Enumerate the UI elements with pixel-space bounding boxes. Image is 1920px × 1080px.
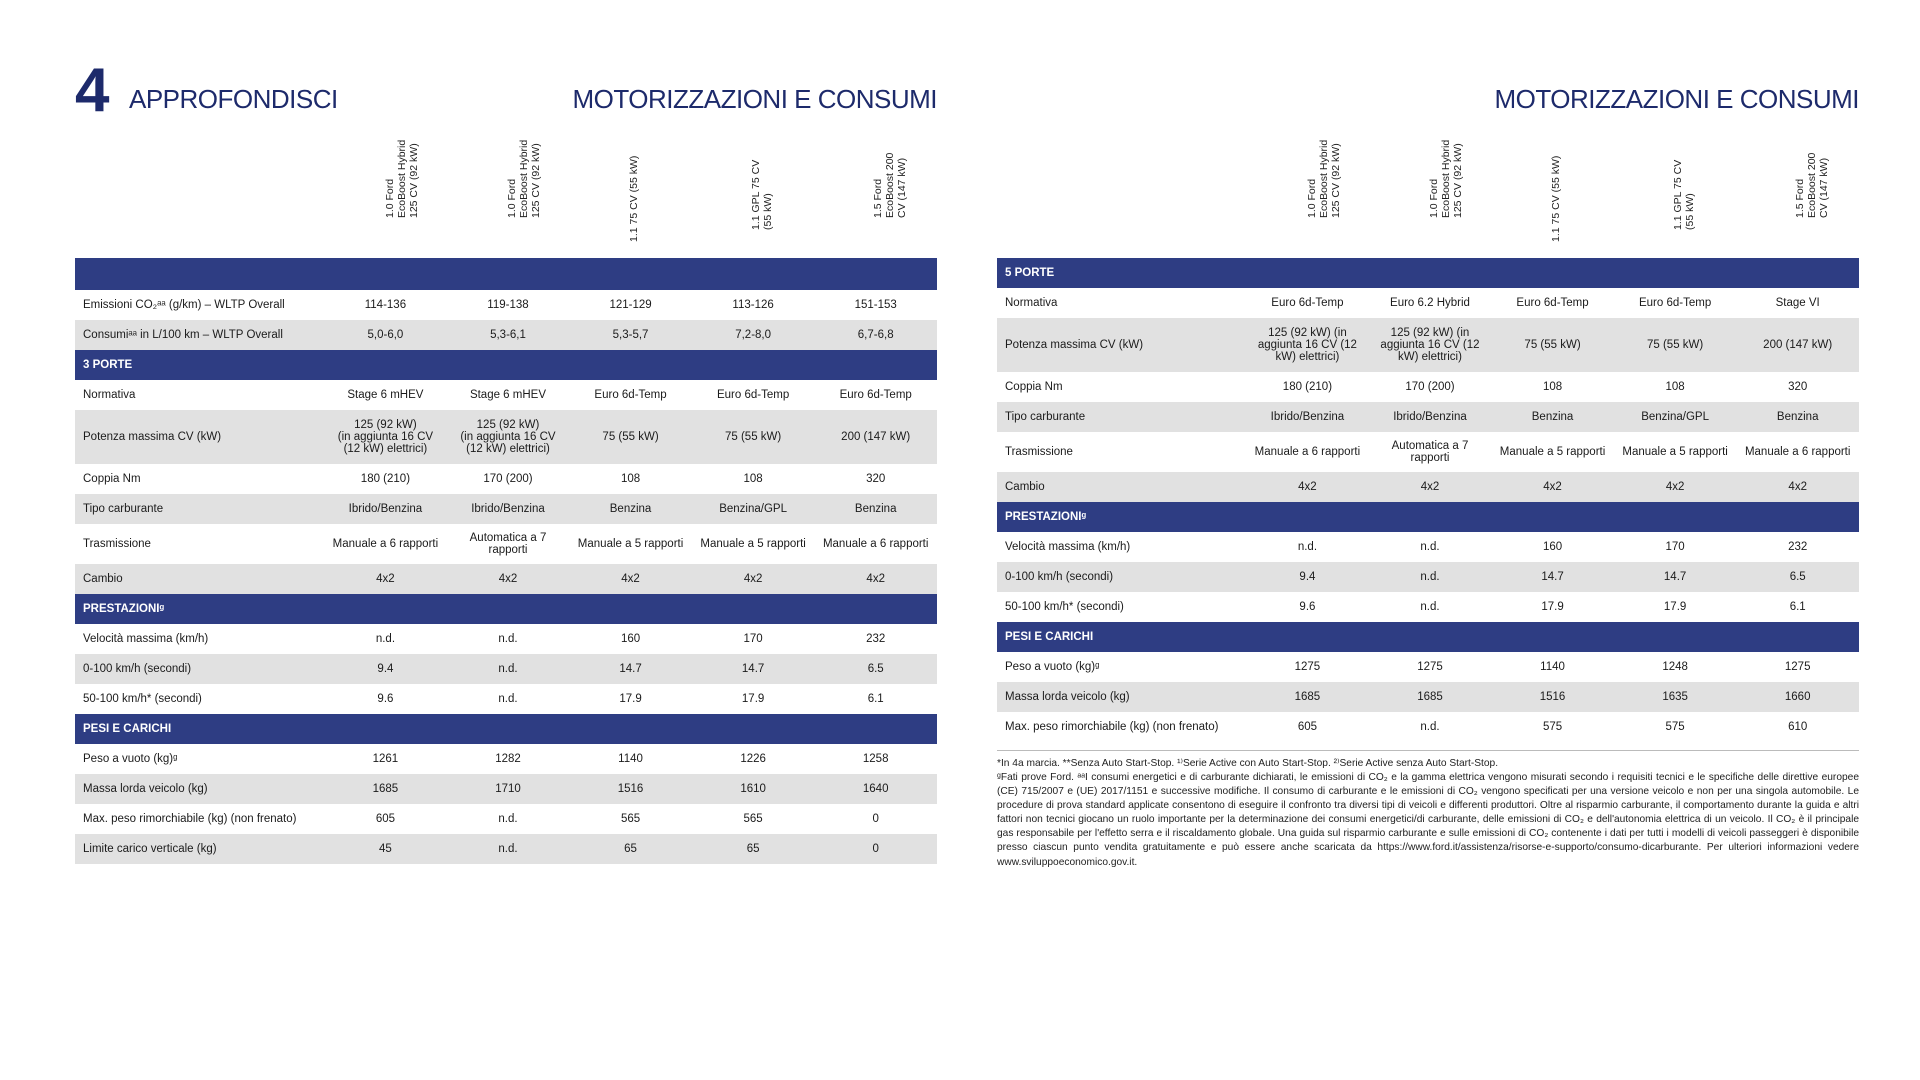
table-cell: Manuale a 6 rapporti xyxy=(1736,432,1859,472)
table-cell: Ibrido/Benzina xyxy=(447,494,570,524)
table-cell: 1635 xyxy=(1614,682,1737,712)
table-cell: 575 xyxy=(1491,712,1614,742)
table-cell: 4x2 xyxy=(447,564,570,594)
table-cell: 200 (147 kW) xyxy=(814,410,937,464)
table-cell: 9.6 xyxy=(324,684,447,714)
table-cell: 113-126 xyxy=(692,290,815,320)
table-cell: 320 xyxy=(814,464,937,494)
table-cell: 232 xyxy=(814,624,937,654)
table-cell: 108 xyxy=(1491,372,1614,402)
table-cell: 4x2 xyxy=(1246,472,1369,502)
footnote: ᵍFati prove Ford. ᵃᵃI consumi energetici e di carburante dichiarati, le emissioni di CO₂ e la gamma elettrica vengono misurati secondo i requisiti tecnici e le specifiche delle direttive europee (CE) 715/2007 e (UE) 2017/1151 e successive modifiche. Il consumo di carburante e le emissioni di CO₂ vengono specificati per una versione veicolo e non per una singola automobile. Le procedure di prova standard applicate consentono di eseguire il confronto tra diversi tipi di veicoli e differenti produttori. Oltre al risparmio carburante, il comportamento durante la guida e altri fattori non tecnici giocano un ruolo importante per la determinazione dei consumi energetici/di carburante, delle emissioni di CO₂ e dell'autonomia elettrica di un veicolo. Il CO₂ è il principale gas responsabile per l'effetto serra e il riscaldamento globale. Una guida sul risparmio carburante e sulle emissioni di CO₂ contenente i dati per tutti i modelli di veicoli passeggeri è disponibile presso ciascun punto vendita gratuitamente e può essere anche scaricata da https://www.ford.it/assistenza/risorse-e-supporto/consumo-dicarburante. Per ulteriori informazioni vedere www.sviluppoeconomico.gov.it. xyxy=(997,772,1859,868)
table-cell: 565 xyxy=(692,804,815,834)
table-cell: 6.5 xyxy=(1736,562,1859,592)
table-cell: n.d. xyxy=(447,834,570,864)
table-header-bar xyxy=(75,258,937,290)
section-header-pesi: PESI E CARICHI xyxy=(75,714,937,744)
row-label: 0-100 km/h (secondi) xyxy=(997,562,1246,592)
table-cell: 75 (55 kW) xyxy=(1491,318,1614,372)
table-cell: n.d. xyxy=(447,654,570,684)
section-header-pesi: PESI E CARICHI xyxy=(997,622,1859,652)
table-cell: 6.5 xyxy=(814,654,937,684)
row-label: Tipo carburante xyxy=(75,494,324,524)
table-cell: 1685 xyxy=(1246,682,1369,712)
table-cell: 200 (147 kW) xyxy=(1736,318,1859,372)
table-cell: n.d. xyxy=(447,624,570,654)
table-cell: 1685 xyxy=(1369,682,1492,712)
row-label: Cambio xyxy=(75,564,324,594)
table-cell: 14.7 xyxy=(692,654,815,684)
table-row xyxy=(997,372,1859,402)
column-header: 1.0 Ford EcoBoost Hybrid 125 CV (92 kW) xyxy=(1428,139,1465,218)
table-row xyxy=(75,624,937,654)
table-cell: 1140 xyxy=(569,744,692,774)
table-cell: n.d. xyxy=(1369,712,1492,742)
table-cell: 65 xyxy=(692,834,815,864)
table-row xyxy=(75,834,937,864)
table-cell: 125 (92 kW) (in aggiunta 16 CV (12 kW) elettrici) xyxy=(324,410,447,464)
table-row xyxy=(75,320,937,350)
right-page xyxy=(997,0,1859,870)
row-label: Normativa xyxy=(75,380,324,410)
table-cell: 575 xyxy=(1614,712,1737,742)
table-cell: 180 (210) xyxy=(1246,372,1369,402)
table-cell: 7,2-8,0 xyxy=(692,320,815,350)
table-cell: 108 xyxy=(692,464,815,494)
page-title: MOTORIZZAZIONI E CONSUMI xyxy=(1494,84,1859,114)
table-cell: n.d. xyxy=(1369,562,1492,592)
row-label: 0-100 km/h (secondi) xyxy=(75,654,324,684)
table-cell: Stage 6 mHEV xyxy=(447,380,570,410)
table-cell: 108 xyxy=(1614,372,1737,402)
table-cell: 119-138 xyxy=(447,290,570,320)
table-cell: Euro 6.2 Hybrid xyxy=(1369,288,1492,318)
table-row xyxy=(75,654,937,684)
table-cell: 1275 xyxy=(1736,652,1859,682)
table-cell: 1710 xyxy=(447,774,570,804)
row-label: Max. peso rimorchiabile (kg) (non frenato) xyxy=(997,712,1246,742)
table-cell: n.d. xyxy=(447,804,570,834)
column-header: 1.0 Ford EcoBoost Hybrid 125 CV (92 kW) xyxy=(506,139,543,218)
table-cell: Manuale a 6 rapporti xyxy=(324,524,447,564)
specs-table-left xyxy=(75,258,937,864)
table-cell: 108 xyxy=(569,464,692,494)
table-cell: Euro 6d-Temp xyxy=(1614,288,1737,318)
section-number: 4 xyxy=(75,56,110,125)
table-row xyxy=(997,592,1859,622)
row-label: Limite carico verticale (kg) xyxy=(75,834,324,864)
table-cell: 125 (92 kW) (in aggiunta 16 CV (12 kW) elettrici) xyxy=(1246,318,1369,372)
table-cell: 1226 xyxy=(692,744,815,774)
table-cell: 4x2 xyxy=(814,564,937,594)
table-row xyxy=(75,524,937,564)
row-label: Trasmissione xyxy=(75,524,324,564)
table-cell: Automatica a 7 rapporti xyxy=(447,524,570,564)
table-row xyxy=(75,290,937,320)
table-cell: Manuale a 5 rapporti xyxy=(1491,432,1614,472)
table-cell: n.d. xyxy=(447,684,570,714)
specs-table-right xyxy=(997,258,1859,742)
table-cell: 1275 xyxy=(1369,652,1492,682)
table-cell: 125 (92 kW) (in aggiunta 16 CV (12 kW) elettrici) xyxy=(1369,318,1492,372)
table-cell: 6,7-6,8 xyxy=(814,320,937,350)
table-cell: 1685 xyxy=(324,774,447,804)
table-cell: 14.7 xyxy=(1491,562,1614,592)
table-cell: 232 xyxy=(1736,532,1859,562)
table-cell: 4x2 xyxy=(1369,472,1492,502)
table-cell: 14.7 xyxy=(1614,562,1737,592)
table-cell: 5,3-5,7 xyxy=(569,320,692,350)
table-cell: Ibrido/Benzina xyxy=(1246,402,1369,432)
section-header-5porte: 5 PORTE xyxy=(997,258,1859,288)
table-row xyxy=(997,712,1859,742)
table-cell: 610 xyxy=(1736,712,1859,742)
table-cell: n.d. xyxy=(324,624,447,654)
table-cell: 9.6 xyxy=(1246,592,1369,622)
row-label: Emissioni CO₂ᵃᵃ (g/km) – WLTP Overall xyxy=(75,290,324,320)
table-cell: 125 (92 kW) (in aggiunta 16 CV (12 kW) elettrici) xyxy=(447,410,570,464)
table-cell: 170 xyxy=(1614,532,1737,562)
row-label: Massa lorda veicolo (kg) xyxy=(75,774,324,804)
table-cell: 605 xyxy=(324,804,447,834)
table-row xyxy=(75,410,937,464)
column-header: 1.1 75 CV (55 kW) xyxy=(628,155,640,242)
row-label: Cambio xyxy=(997,472,1246,502)
table-cell: Benzina xyxy=(1491,402,1614,432)
table-cell: 114-136 xyxy=(324,290,447,320)
column-headers xyxy=(75,139,937,258)
table-row xyxy=(75,744,937,774)
row-label: Velocità massima (km/h) xyxy=(75,624,324,654)
table-cell: 75 (55 kW) xyxy=(692,410,815,464)
column-header: 1.5 Ford EcoBoost 200 CV (147 kW) xyxy=(872,152,909,218)
table-cell: Benzina/GPL xyxy=(692,494,815,524)
table-cell: 17.9 xyxy=(569,684,692,714)
table-cell: 1258 xyxy=(814,744,937,774)
table-cell: Euro 6d-Temp xyxy=(1491,288,1614,318)
table-cell: Manuale a 5 rapporti xyxy=(1614,432,1737,472)
table-cell: Euro 6d-Temp xyxy=(1246,288,1369,318)
table-cell: 170 (200) xyxy=(447,464,570,494)
table-cell: Benzina xyxy=(1736,402,1859,432)
table-cell: Euro 6d-Temp xyxy=(569,380,692,410)
table-cell: Ibrido/Benzina xyxy=(1369,402,1492,432)
column-header: 1.5 Ford EcoBoost 200 CV (147 kW) xyxy=(1794,152,1831,218)
table-cell: 65 xyxy=(569,834,692,864)
row-label: Trasmissione xyxy=(997,432,1246,472)
table-cell: n.d. xyxy=(1246,532,1369,562)
row-label: Max. peso rimorchiabile (kg) (non frenato) xyxy=(75,804,324,834)
column-header: 1.1 GPL 75 CV (55 kW) xyxy=(1672,159,1697,230)
table-cell: 1516 xyxy=(569,774,692,804)
table-row xyxy=(997,318,1859,372)
table-cell: 0 xyxy=(814,834,937,864)
table-cell: 605 xyxy=(1246,712,1369,742)
table-cell: 1261 xyxy=(324,744,447,774)
row-label: Potenza massima CV (kW) xyxy=(997,318,1246,372)
column-headers xyxy=(997,139,1859,258)
row-label: Peso a vuoto (kg)ᵍ xyxy=(997,652,1246,682)
table-cell: 17.9 xyxy=(1614,592,1737,622)
table-cell: 17.9 xyxy=(1491,592,1614,622)
table-cell: 6.1 xyxy=(1736,592,1859,622)
left-page xyxy=(75,0,937,864)
row-label: Potenza massima CV (kW) xyxy=(75,410,324,464)
table-row xyxy=(75,684,937,714)
table-cell: 4x2 xyxy=(324,564,447,594)
table-cell: 4x2 xyxy=(1736,472,1859,502)
table-cell: 45 xyxy=(324,834,447,864)
table-row xyxy=(997,472,1859,502)
column-header: 1.1 GPL 75 CV (55 kW) xyxy=(750,159,775,230)
section-header-prestazioni: PRESTAZIONIᵍ xyxy=(997,502,1859,532)
table-cell: 75 (55 kW) xyxy=(1614,318,1737,372)
table-cell: 151-153 xyxy=(814,290,937,320)
row-label: Coppia Nm xyxy=(997,372,1246,402)
table-cell: 0 xyxy=(814,804,937,834)
table-row xyxy=(75,464,937,494)
right-header xyxy=(997,0,1859,160)
table-cell: 170 (200) xyxy=(1369,372,1492,402)
table-cell: 170 xyxy=(692,624,815,654)
row-label: Velocità massima (km/h) xyxy=(997,532,1246,562)
table-row xyxy=(997,432,1859,472)
table-row xyxy=(997,532,1859,562)
table-cell: Stage VI xyxy=(1736,288,1859,318)
table-cell: Benzina/GPL xyxy=(1614,402,1737,432)
table-cell: 1282 xyxy=(447,744,570,774)
table-cell: 1275 xyxy=(1246,652,1369,682)
table-cell: 14.7 xyxy=(569,654,692,684)
table-cell: Euro 6d-Temp xyxy=(814,380,937,410)
section-header-prestazioni: PRESTAZIONIᵍ xyxy=(75,594,937,624)
table-cell: Manuale a 6 rapporti xyxy=(814,524,937,564)
table-cell: 160 xyxy=(569,624,692,654)
footnote: *In 4a marcia. **Senza Auto Start-Stop. ¹⁾Serie Active con Auto Start-Stop. ²⁾Serie Active senza Auto Start-Stop. xyxy=(997,758,1499,769)
table-cell: Automatica a 7 rapporti xyxy=(1369,432,1492,472)
footnotes xyxy=(997,750,1859,870)
table-cell: 1640 xyxy=(814,774,937,804)
table-cell: 17.9 xyxy=(692,684,815,714)
table-row xyxy=(997,682,1859,712)
table-cell: 4x2 xyxy=(1614,472,1737,502)
table-cell: 1610 xyxy=(692,774,815,804)
table-row xyxy=(75,564,937,594)
column-header: 1.1 75 CV (55 kW) xyxy=(1550,155,1562,242)
table-row xyxy=(75,494,937,524)
table-cell: Manuale a 5 rapporti xyxy=(692,524,815,564)
table-cell: 1516 xyxy=(1491,682,1614,712)
table-cell: n.d. xyxy=(1369,532,1492,562)
table-row xyxy=(75,804,937,834)
table-row xyxy=(75,380,937,410)
table-row xyxy=(997,562,1859,592)
table-cell: 1140 xyxy=(1491,652,1614,682)
section-header-3porte: 3 PORTE xyxy=(75,350,937,380)
table-cell: Benzina xyxy=(814,494,937,524)
column-header: 1.0 Ford EcoBoost Hybrid 125 CV (92 kW) xyxy=(1306,139,1343,218)
table-cell: Euro 6d-Temp xyxy=(692,380,815,410)
table-row xyxy=(75,774,937,804)
table-cell: 4x2 xyxy=(569,564,692,594)
row-label: 50-100 km/h* (secondi) xyxy=(75,684,324,714)
table-cell: 4x2 xyxy=(1491,472,1614,502)
table-cell: 5,3-6,1 xyxy=(447,320,570,350)
table-cell: 6.1 xyxy=(814,684,937,714)
row-label: 50-100 km/h* (secondi) xyxy=(997,592,1246,622)
table-cell: 180 (210) xyxy=(324,464,447,494)
table-cell: n.d. xyxy=(1369,592,1492,622)
table-cell: Manuale a 5 rapporti xyxy=(569,524,692,564)
table-cell: 565 xyxy=(569,804,692,834)
column-header: 1.0 Ford EcoBoost Hybrid 125 CV (92 kW) xyxy=(384,139,421,218)
table-cell: 121-129 xyxy=(569,290,692,320)
table-cell: 1248 xyxy=(1614,652,1737,682)
row-label: Consumiᵃᵃ in L/100 km – WLTP Overall xyxy=(75,320,324,350)
page-title: MOTORIZZAZIONI E CONSUMI xyxy=(572,84,937,114)
row-label: Massa lorda veicolo (kg) xyxy=(997,682,1246,712)
row-label: Peso a vuoto (kg)ᵍ xyxy=(75,744,324,774)
table-cell: 4x2 xyxy=(692,564,815,594)
table-cell: 5,0-6,0 xyxy=(324,320,447,350)
table-cell: 160 xyxy=(1491,532,1614,562)
table-cell: Benzina xyxy=(569,494,692,524)
table-cell: Manuale a 6 rapporti xyxy=(1246,432,1369,472)
row-label: Coppia Nm xyxy=(75,464,324,494)
table-cell: 9.4 xyxy=(324,654,447,684)
table-cell: 75 (55 kW) xyxy=(569,410,692,464)
row-label: Tipo carburante xyxy=(997,402,1246,432)
table-cell: Stage 6 mHEV xyxy=(324,380,447,410)
table-row xyxy=(997,652,1859,682)
table-row xyxy=(997,402,1859,432)
left-header xyxy=(75,0,937,160)
table-cell: 9.4 xyxy=(1246,562,1369,592)
row-label: Normativa xyxy=(997,288,1246,318)
table-row xyxy=(997,288,1859,318)
table-cell: 320 xyxy=(1736,372,1859,402)
table-cell: 1660 xyxy=(1736,682,1859,712)
table-cell: Ibrido/Benzina xyxy=(324,494,447,524)
section-label: APPROFONDISCI xyxy=(129,84,338,114)
